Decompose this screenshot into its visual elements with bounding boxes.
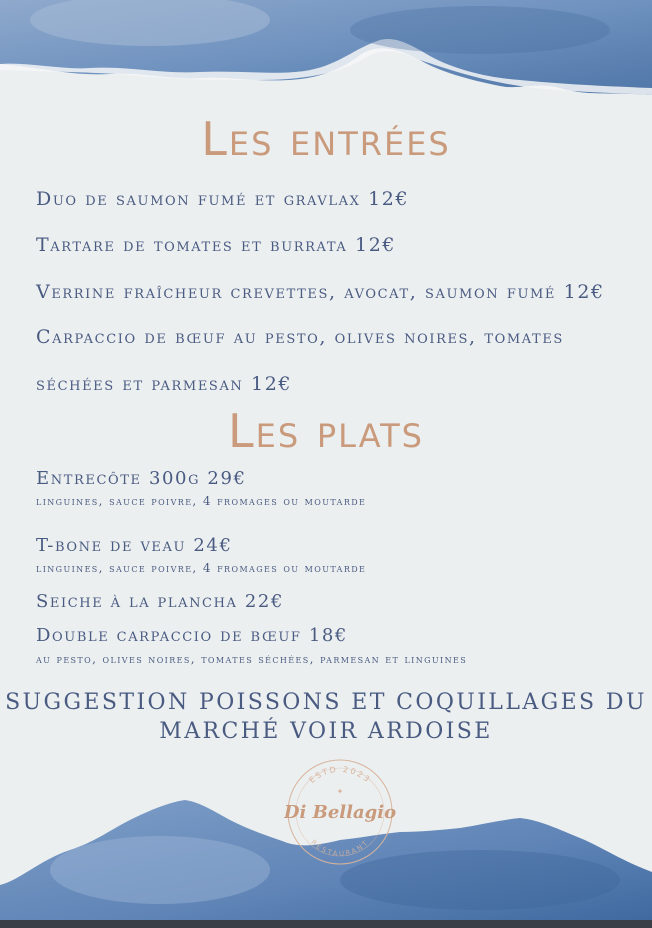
plat-description: linguines, sauce poivre, 4 fromages ou moutarde [36,561,367,575]
entree-item: Tartare de tomates et burrata 12€ [36,234,397,256]
logo-brand-name: Di Bellagio [284,802,396,823]
entree-item-continued: séchées et parmesan 12€ [36,373,293,395]
logo-top-text: ESTD 2023 [307,764,373,785]
logo-bottom-text: RESTAURANT [309,838,371,859]
top-watercolor-decoration [0,0,652,110]
suggestion-line-2: MARCHÉ VOIR ARDOISE [159,719,493,744]
bottom-edge-strip [0,920,652,928]
plat-name: T-bone de veau 24€ [36,535,233,556]
plat-name: Double carpaccio de bœuf 18€ [36,625,348,646]
logo-star-icon: ✦ [336,787,344,796]
suggestion-line-1: SUGGESTION POISSONS ET COQUILLAGES DU [5,690,647,715]
plat-name: Entrecôte 300g 29€ [36,468,247,489]
entree-item: Carpaccio de bœuf au pesto, olives noires, tomates [36,326,564,348]
plat-description: au pesto, olives noires, tomates séchées, parmesan et linguines [36,652,468,666]
plat-name: Seiche à la plancha 22€ [36,591,284,612]
entree-item: Duo de saumon fumé et gravlax 12€ [36,188,410,210]
entrees-heading: Les entrées [201,112,451,166]
entree-item: Verrine fraîcheur crevettes, avocat, saumon fumé 12€ [36,281,605,303]
plat-description: linguines, sauce poivre, 4 fromages ou moutarde [36,494,367,508]
restaurant-logo [284,756,396,868]
plats-heading: Les plats [228,404,424,458]
